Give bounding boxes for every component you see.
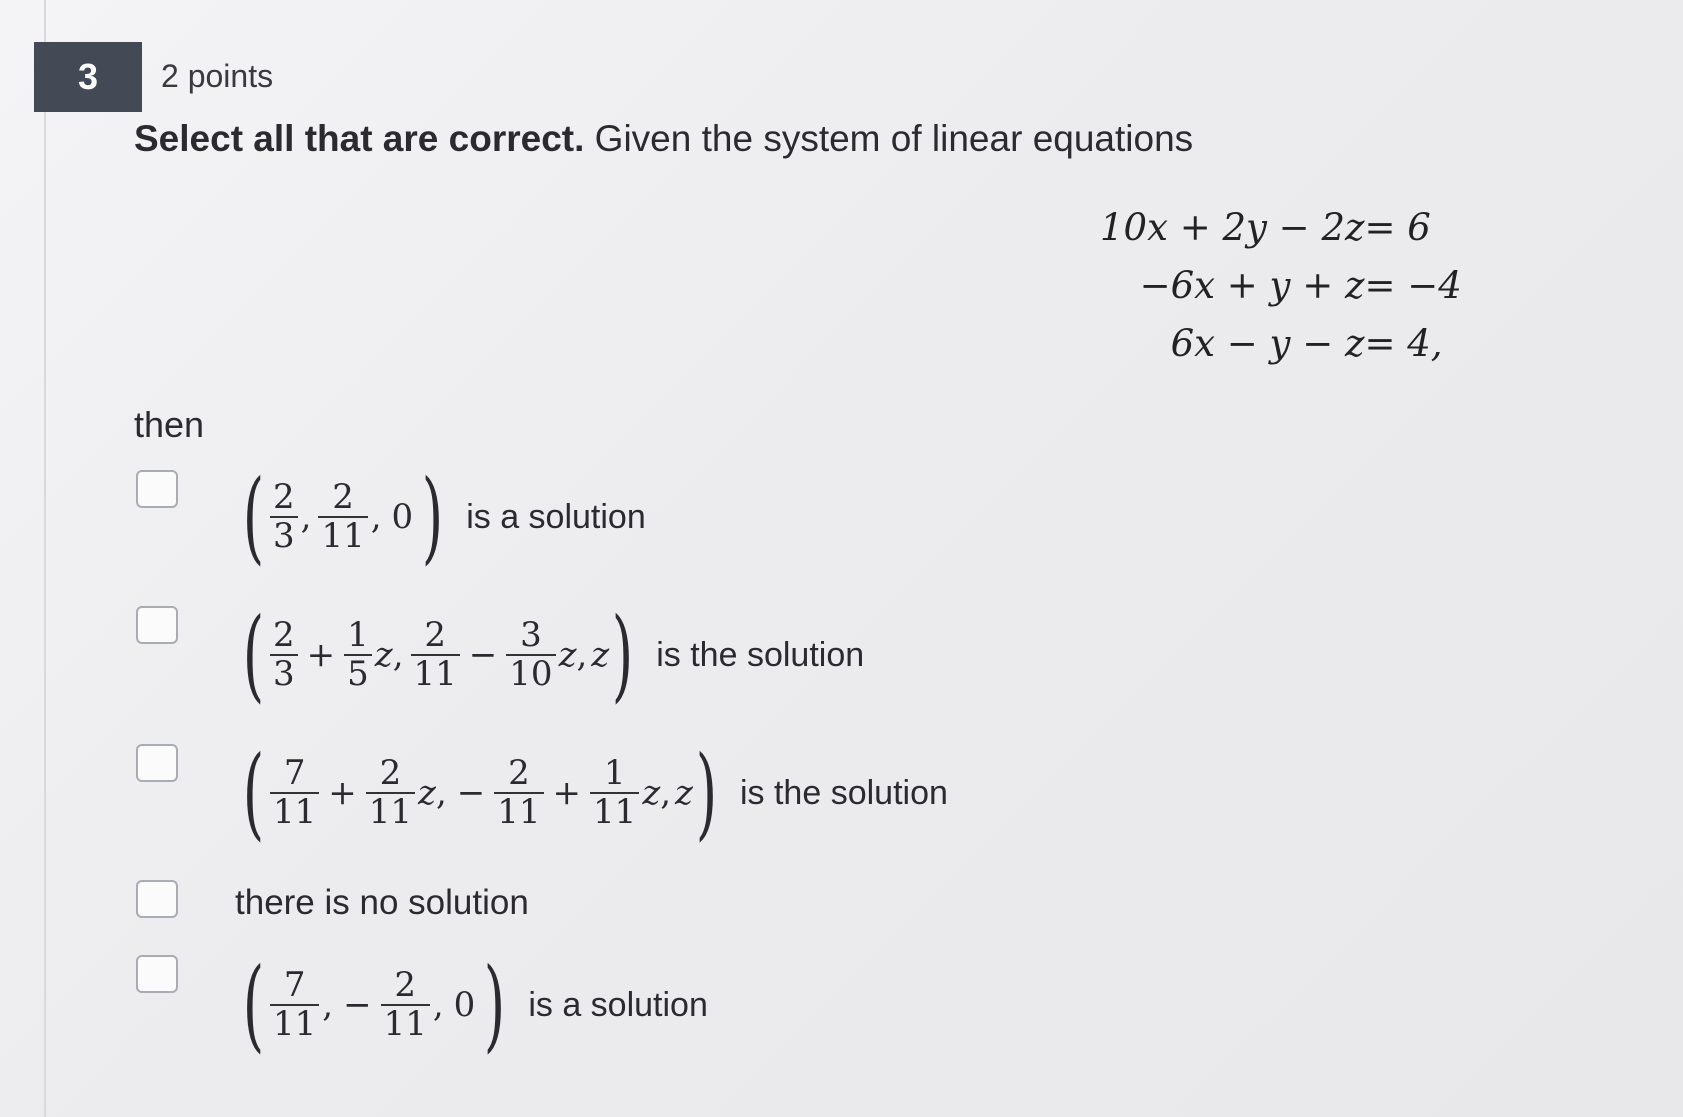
fraction-numerator: 2: [273, 476, 295, 517]
left-margin-rule: [44, 0, 46, 1117]
equation-lhs: 6x − y − z: [1170, 321, 1365, 365]
option-1-checkbox[interactable]: [136, 470, 178, 508]
fraction: [366, 752, 415, 832]
option-4-text: there is no solution: [235, 883, 529, 922]
operator-symbol: +: [328, 773, 357, 813]
operator-symbol: −: [456, 773, 486, 813]
equation-row: [1100, 198, 1462, 256]
fraction-denominator: 11: [270, 1004, 319, 1043]
option-3-label[interactable]: [240, 734, 948, 851]
fraction-numerator: 1: [347, 614, 369, 655]
variable: z: [374, 635, 393, 675]
fraction: [381, 964, 430, 1044]
comma-separator: ,: [435, 773, 447, 813]
left-paren: (: [242, 596, 265, 713]
fraction-numerator: 1: [603, 752, 626, 793]
fraction: [270, 476, 298, 556]
equation-rhs: = 6: [1364, 205, 1431, 249]
option-2-checkbox[interactable]: [136, 606, 178, 644]
fraction: [270, 964, 319, 1044]
fraction: [270, 752, 319, 832]
operator-symbol: +: [552, 773, 582, 813]
then-label: then: [134, 404, 205, 445]
fraction-denominator: 11: [318, 516, 367, 555]
fraction-numerator: 7: [283, 964, 306, 1005]
question-number-badge: 3: [34, 42, 142, 112]
fraction-numerator: 2: [508, 752, 530, 793]
fraction-numerator: 3: [520, 614, 542, 655]
fraction-denominator: 3: [270, 654, 298, 693]
fraction: [344, 614, 372, 694]
number-term: 0: [391, 497, 414, 537]
equation-rhs: = 4,: [1364, 321, 1443, 365]
comma-separator: ,: [370, 497, 382, 537]
fraction: [411, 614, 460, 694]
fraction-numerator: 2: [332, 476, 354, 517]
right-paren: ): [421, 458, 444, 575]
fraction-numerator: 2: [379, 752, 402, 793]
option-tail-text: is a solution: [528, 985, 708, 1024]
fraction: [318, 476, 367, 556]
operator-symbol: +: [306, 635, 336, 675]
fraction-numerator: 2: [424, 614, 446, 655]
option-1-label[interactable]: [240, 458, 646, 575]
equation-lhs: −6x + y + z: [1139, 263, 1365, 307]
fraction-numerator: 2: [273, 614, 295, 655]
variable: z: [418, 773, 436, 813]
variable: z: [675, 773, 693, 813]
option-4-checkbox[interactable]: [136, 880, 178, 918]
fraction: [590, 752, 639, 832]
fraction-denominator: 3: [270, 516, 298, 555]
option-5-label[interactable]: [240, 946, 708, 1063]
fraction-denominator: 11: [411, 654, 460, 693]
fraction-denominator: 11: [494, 792, 543, 831]
right-paren: ): [484, 946, 506, 1063]
fraction-denominator: 10: [506, 654, 555, 693]
fraction-denominator: 11: [590, 792, 639, 831]
question-points: 2 points: [161, 58, 274, 94]
right-paren: ): [611, 596, 634, 713]
equation-lhs: 10x + 2y − 2z: [1100, 205, 1365, 249]
option-2-label[interactable]: [240, 596, 865, 713]
option-tail-text: is the solution: [656, 635, 865, 674]
variable: z: [642, 773, 661, 813]
equation-row: [1100, 256, 1462, 314]
option-tail-text: is a solution: [466, 497, 646, 536]
fraction: [270, 614, 298, 694]
option-5-checkbox[interactable]: [136, 955, 178, 993]
fraction-numerator: 7: [283, 752, 306, 793]
fraction-denominator: 11: [381, 1004, 430, 1043]
prompt-instruction: Select all that are correct.: [134, 118, 585, 159]
fraction-denominator: 11: [366, 792, 415, 831]
prompt-text: Given the system of linear equations: [584, 118, 1194, 159]
question-prompt: [134, 118, 1193, 160]
option-4-label[interactable]: [235, 878, 529, 928]
equation-row: [1100, 314, 1462, 372]
comma-separator: ,: [322, 985, 334, 1025]
fraction: [506, 614, 555, 694]
comma-separator: ,: [576, 635, 588, 675]
equation-rhs: = −4: [1364, 263, 1462, 307]
option-tail-text: is the solution: [739, 773, 948, 812]
number-term: 0: [453, 985, 476, 1025]
fraction-denominator: 5: [344, 654, 372, 693]
left-paren: (: [242, 734, 265, 851]
fraction-numerator: 2: [394, 964, 417, 1005]
left-paren: (: [242, 458, 265, 575]
option-3-checkbox[interactable]: [136, 744, 178, 782]
left-paren: (: [242, 946, 265, 1063]
comma-separator: ,: [392, 635, 404, 675]
comma-separator: ,: [300, 497, 312, 537]
variable: z: [558, 635, 577, 675]
comma-separator: ,: [432, 985, 444, 1025]
comma-separator: ,: [660, 773, 672, 813]
fraction: [494, 752, 543, 832]
right-paren: ): [695, 734, 718, 851]
operator-symbol: −: [468, 635, 498, 675]
equation-system: [1100, 198, 1462, 372]
fraction-denominator: 11: [270, 792, 319, 831]
variable: z: [591, 635, 610, 675]
operator-symbol: −: [343, 985, 372, 1025]
